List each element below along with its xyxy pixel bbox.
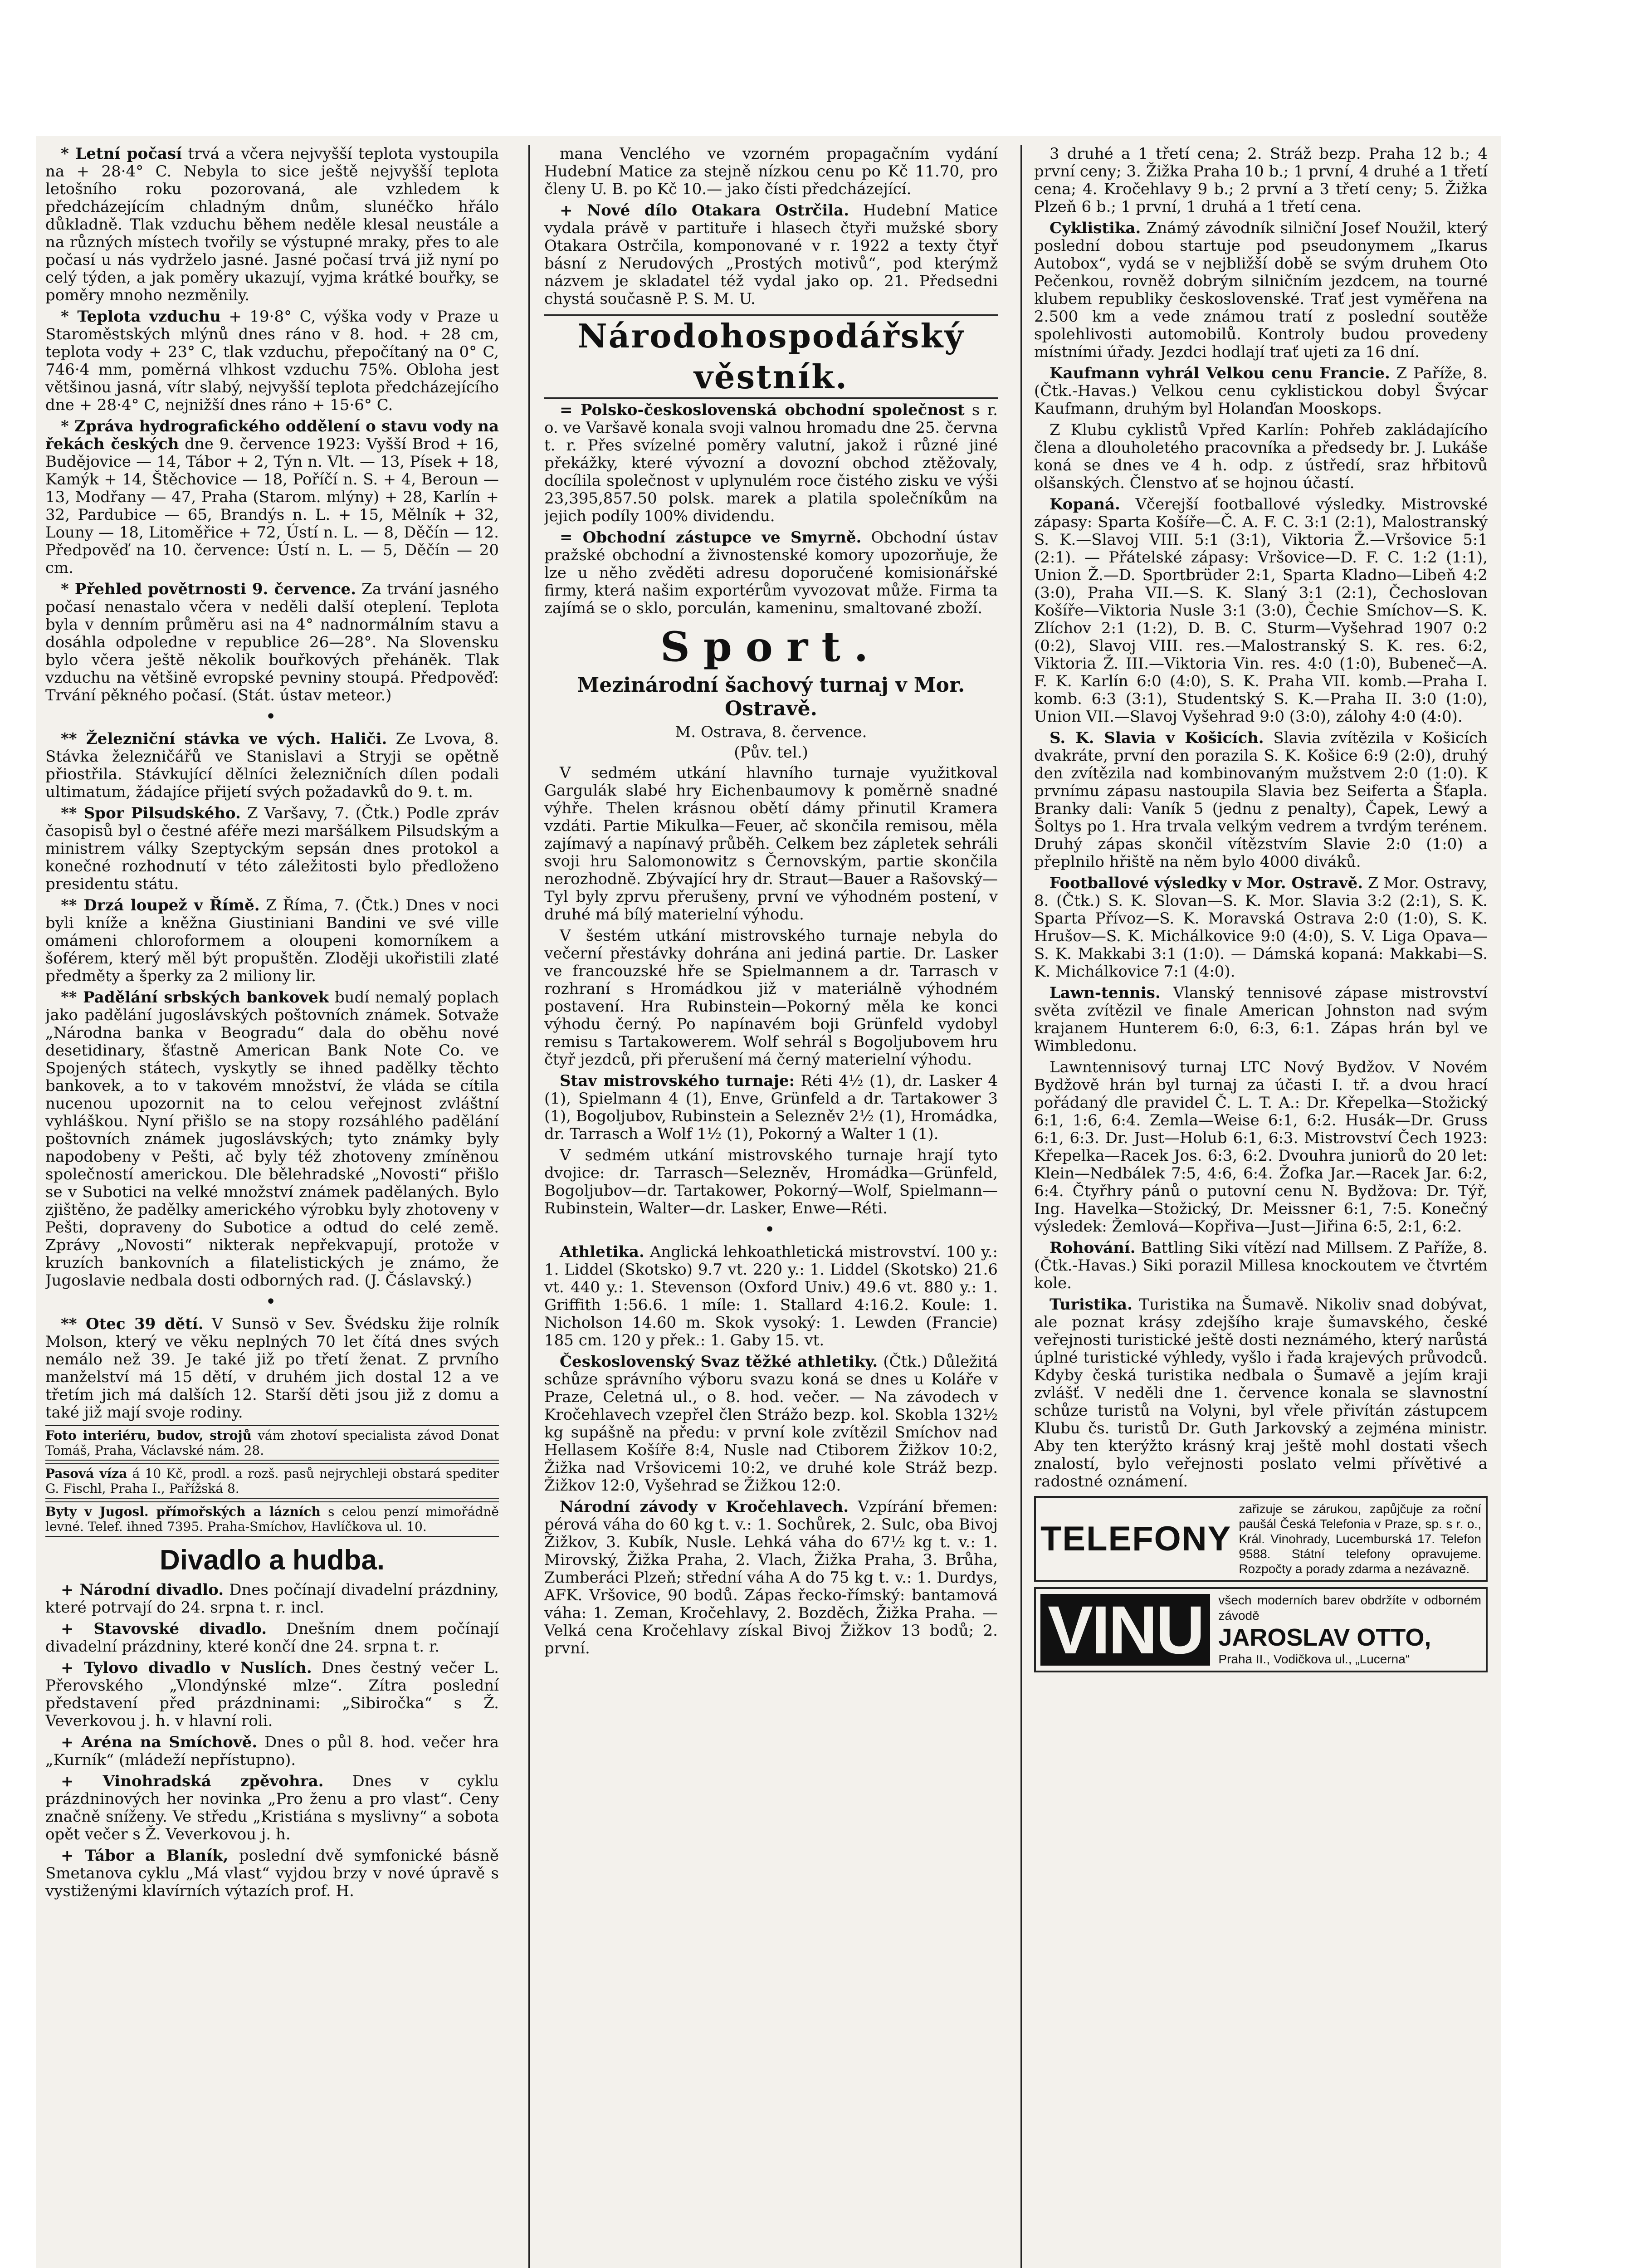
news-item bbox=[45, 581, 499, 704]
column-rule bbox=[1020, 145, 1022, 2268]
sport-item bbox=[1034, 421, 1488, 492]
sport-item-text: Slavia zvítězila v Košicích dvakráte, první den porazila S. K. Košice 6:9 (2:0), druhý den zvítězila nad kombinovaným mužstvem 2:0 (1:0). K prvnímu zápasu nastoupila Slavia bez Seiferta a Šťapla. Branky dali: Vaník 5 (jednu z penalty), Čapek, Lewý a Šoltys po 1. Hra trvala velkým vedrem a tvrdým terénem. Druhý zápas skončil vítězstvím Slavie 2:0 (1:0) a přeplnilo hřiště na něm bylo 4000 diváků. bbox=[1034, 729, 1488, 871]
economy-item-lead: = Polsko-československá obchodní společnost bbox=[560, 401, 965, 419]
athletics-item bbox=[544, 1243, 998, 1349]
chess-dateline: M. Ostrava, 8. července. bbox=[675, 723, 867, 741]
sport-item-text: Z Mor. Ostravy, 8. (Čtk.) S. K. Slovan—S. K. Mor. Slavia 3:2 (2:1), S. K. Sparta Přívoz—S. K. Moravská Ostrava 2:0 (1:0), S. K. Hrušov—S. K. Michálkovice 9:0 (4:0), S. V. Liga Opava—S. K. Makkabi 3:1 (1:0). — Dámská kopaná: Makkabi—S. K. Michálkovice 7:1 (4:0). bbox=[1034, 874, 1488, 981]
classified-ad bbox=[45, 1425, 499, 1461]
section-title-theatre: Divadlo a hudba. bbox=[159, 1545, 385, 1576]
athletics-item-lead: Athletika. bbox=[560, 1243, 644, 1261]
news-item bbox=[45, 730, 499, 801]
theatre-item-text: Dnes počínají divadelní prázdniny, které potrvají do 24. srpna t. r. incl. bbox=[45, 1581, 499, 1617]
news-item bbox=[45, 308, 499, 414]
economy-item-text: Obchodní ústav pražské obchodní a živnostenské komory upozorňuje, že lze u něho zvěděti adresu doporučené komisionářské firmy, která našim exportérům vyvozovat může. Firma ta zajímá se o sklo, porculán, kameninu, smaltované zboží. bbox=[544, 528, 998, 617]
athletics-item-lead: Československý Svaz těžké athletiky. bbox=[560, 1353, 878, 1371]
separator: • bbox=[265, 1291, 279, 1312]
classified-ad bbox=[45, 1501, 499, 1537]
news-item bbox=[45, 145, 499, 304]
news-item-text: Ze Lvova, 8. Stávka železničářů ve Stanislavi a Stryji se opětně přiostřila. Stávkující dělníci železničních dílen podali ultimatum, žádajíce přijetí svých požadavků do 9. t. m. bbox=[45, 730, 499, 801]
theatre-item-lead: + Tábor a Blaník, bbox=[61, 1847, 229, 1865]
economy-item bbox=[544, 401, 998, 525]
sport-item-lead: Lawn-tennis. bbox=[1050, 984, 1161, 1002]
chess-item-text: Réti 4½ (1), dr. Lasker 4 (1), Spielmann 4 (1), Enve, Grünfeld a dr. Tartakower 3 (1), Bogoljubov, Rubinstein a Selezněv 2½ (1), Hromádka, dr. Tarrasch a Wolf 1½ (1), Pokorný a Walter 1 (1). bbox=[544, 1072, 998, 1143]
chess-item bbox=[544, 927, 998, 1069]
classified-ad-title: Foto interiéru, budov, strojů bbox=[45, 1428, 252, 1443]
theatre-item bbox=[45, 1581, 499, 1617]
chess-source: (Pův. tel.) bbox=[734, 743, 808, 762]
column-3 bbox=[1034, 145, 1488, 2268]
ad-paint-line: všech moderních barev obdržíte v odborném závodě bbox=[1218, 1593, 1481, 1623]
classified-ad-text: s celou penzí mimořádně levné. Telef. ihned 7395. Praha-Smíchov, Havlíčkova ul. 10. bbox=[45, 1504, 499, 1534]
newspaper-page bbox=[36, 136, 1501, 2268]
column-1 bbox=[45, 145, 499, 2268]
economy-item-lead: = Obchodní zástupce ve Smyrně. bbox=[560, 528, 862, 547]
theatre-item-text: Dnešním dnem počínají divadelní prázdniny, které končí dne 24. srpna t. r. bbox=[45, 1620, 499, 1656]
theatre-item-text: Dnes o půl 8. hod. večer hra „Kurník“ (mládeží nepřístupno). bbox=[45, 1733, 499, 1769]
news-item bbox=[45, 1315, 499, 1422]
classified-ad bbox=[45, 1463, 499, 1499]
ad-telephones-text: zařizuje se zárukou, zapůjčuje za roční paušál Česká Telefonia v Praze, sp. s r. o., Král. Vinohrady, Lucemburská 17. Telefon 9588. Státní telefony opravujeme. Rozpočty a porady zdarma a nezávazně. bbox=[1239, 1502, 1481, 1576]
music-item-text: Hudební Matice vydala právě v partituře i hlasech čtyři mužské sbory Otakara Ostrčila, komponované v r. 1922 a texty čtyř básní z Nerudových „Prostých motivů“, pod kterýmž názvem je skladatel též vydal jako op. 21. Předsedni chystá současně P. S. M. U. bbox=[544, 201, 998, 308]
chess-item-text: V sedmém utkání mistrovského turnaje hrají tyto dvojice: dr. Tarrasch—Selezněv, Hromádka—Grünfeld, Bogoljubov—dr. Tartakower, Pokorný—Wolf, Spielmann—Rubinstein, Walter—dr. Lasker, Enwe—Réti. bbox=[544, 1146, 998, 1217]
chess-item-text: V šestém utkání mistrovského turnaje nebyla do večerní přestávky dohrána ani jediná partie. Dr. Lasker ve francouzské hře se Spielmannem a dr. Tarrasch v rozhraní s Hromádkou již v materiálně výhodném postavení. Hra Rubinstein—Pokorný měla ke konci výhodu černý. Po napínavém boji Grünfeld vydobyl remisu s Tartakowerem. Wolf sehrál s Bogoljubovem hru čtyř jezdců, při přerušení má černý materielní výhodu. bbox=[544, 927, 998, 1069]
sport-item bbox=[1034, 365, 1488, 418]
classified-ad-text: á 10 Kč, prodl. a rozš. pasů nejrychleji obstará spediter G. Fischl, Praha I., Pařížská 8. bbox=[45, 1466, 499, 1496]
athletics-item-text: Anglická lehkoathletická mistrovství. 100 y.: 1. Liddel (Skotsko) 9.7 vt. 220 y.: 1. Liddel (Skotsko) 21.6 vt. 440 y.: 1. Stevenson (Oxford Univ.) 49.6 vt. 880 y.: 1. Griffith 1:56.6. 1 míle: 1. Stallard 4:16.2. Koule: 1. Nicholson 14.60 m. Skok vysoký: 1. Lewden (Francie) 185 cm. 120 y přek.: 1. Gaby 15. vt. bbox=[544, 1243, 998, 1349]
chess-item-text: V sedmém utkání hlavního turnaje využitkoval Gargulák slabé hry Eichenbaumovy k poměrně snadné výhře. Thelen krásnou obětí dámy přinutil Kramera vzdáti. Partie Mikulka—Feuer, ač skončila remisou, měla zajímavý a napínavý průběh. Celkem bez zápletek sehráli svoji hru Salomonowitz s Černovským, partie skončila nerozhodně. Zbývající hry dr. Straut—Bauer a Rašovský—Tyl byly zprvu přerušeny, první ve výhodném postení, v druhé má bílý materielní výhodu. bbox=[544, 764, 998, 924]
column-rule bbox=[528, 145, 530, 2268]
sport-item-lead: Footballové výsledky v Mor. Ostravě. bbox=[1050, 874, 1363, 892]
news-item-text: Za trvání jasného počasí nenastalo včera v neděli další oteplení. Teplota byla v denním průměru asi na 4° nadnormálním stavu a dosáhla odpoledne v republice 26—28°. Na Slovensku bylo včera ještě několik bouřkových přeháněk. Tlak vzduchu na většině evropské pevniny stoupá. Předpověď: Trvání pěkného počasí. (Stát. ústav meteor.) bbox=[45, 580, 499, 704]
sport-item-text: Turistika na Šumavě. Nikoliv snad dobývat, ale poznat krásy zdejšího kraje šumavského, české veřejnosti turistické ještě dosti neznámého, který narůstá úplné turistické výhledy, vyšlo i řada krajevých průvodců. Kdyby česká turistika nedbala o Šumavě a jejím kraji zvlášť. V neděli dne 1. července konala se slavnostní schůze turistů na Volyni, byl vřele přivítán zástupcem Klubu čs. turistů Dr. Guth Jarkovský a zejména ministr. Aby ten kterýžto krásný kraj ještě mohl dostati všech znalostí, bylo veřejnosti poslato velmi přívětivé a radostné oznámení. bbox=[1034, 1295, 1488, 1491]
sport-item-text: Známý závodník silniční Josef Noužil, který poslední dobou startuje pod pseudonymem „Ikarus Autobox“, vydá se v nejbližší době se svým druhem Oto Pečenkou, rovněž dobrým silničním jezdcem, na tourné klubem republiky československé. Trať jest vyměřena na 2.500 km a vede známou tratí z poslední soutěže spolehlivosti automobilů. Kontroly budou provedeny místními úřady. Jezdci hodlají trať ujeti za 16 dní. bbox=[1034, 219, 1488, 361]
news-item-text: Z Říma, 7. (Čtk.) Dnes v noci byli kníže a kněžna Giustiniani Bandini ve své ville omámeni chloroformem a oloupeni komorníkem a šoférem, který měl být propuštěn. Zloději ukořistili zlaté předměty a šperky za 2 miliony lir. bbox=[45, 896, 499, 985]
column-2 bbox=[544, 145, 998, 2268]
sport-item bbox=[1034, 875, 1488, 981]
news-item-lead: * Zpráva hydrografického oddělení o stavu vody na řekách českých bbox=[45, 417, 499, 453]
separator: • bbox=[265, 706, 279, 727]
theatre-item bbox=[45, 1847, 499, 1900]
music-item bbox=[544, 202, 998, 308]
news-item-lead: ** Drzá loupež v Římě. bbox=[61, 896, 260, 914]
sport-item-text: Lawntennisový turnaj LTC Nový Bydžov. V Novém Bydžově hrán byl turnaj za účasti I. tř. a dvou hrací pořádaný dle pravidel Č. L. T. A.: Dr. Křepelka—Stožický 6:1, 1:6, 6:4. Zemla—Weise 6:1, 6:2. Husák—Dr. Gruss 6:1, 6:3. Dr. Just—Holub 6:1, 6:3. Mistrovství Čech 1923: Křepelka—Racek Jos. 6:3, 6:2. Dvouhra juniorů do 20 let: Klein—Nedbálek 7:5, 4:6, 6:4. Žofka Jar.—Racek Jar. 6:2, 6:4. Čtyřhry pánů o putovní cenu N. Bydžova: Dr. Týř, Ing. Havelka—Stožický, Dr. Meissner 6:1, 7:5. Konečný výsledek: Žemlová—Kopřiva—Just—Jiřina 6:5, 2:1, 6:2. bbox=[1034, 1058, 1488, 1236]
sport-item-text: Battling Siki vítězí nad Millsem. Z Paříže, 8. (Čtk.-Havas.) Siki porazil Millesa knockoutem ve čtvrtém kole. bbox=[1034, 1239, 1488, 1292]
theatre-item-text: Dnes čestný večer L. Přerovského „Vlondýnské mlze“. Zítra poslední představení před prázdninami: „Sibiročka“ s Ž. Veverkovou j. h. v hlavní roli. bbox=[45, 1659, 499, 1730]
music-item bbox=[544, 145, 998, 198]
ad-telephones bbox=[1034, 1496, 1488, 1582]
sport-item-text: Včerejší footballové výsledky. Mistrovské zápasy: Sparta Košíře—Č. A. F. C. 3:1 (2:1), Malostranský S. K.—Slavoj VIII. 5:1 (3:1), Viktoria Ž.—Vršovice 5:1 (2:1). — Přátelské zápasy: Vršovice—D. F. C. 1:2 (1:1), Union Ž.—D. Sportbrüder 2:1, Sparta Kladno—Libeň 4:2 (3:0), Praha VII.—S. K. Slaný 3:1 (2:1), Čechoslovan Košíře—Viktoria Nusle 3:1 (3:0), Čechie Smíchov—S. K. Zlíchov 2:1 (1:2), D. B. C. Sturm—Vyšehrad 1907 0:2 (0:2), Slavoj VIII. res.—Malostranský S. K. res. 6:2, Viktoria Ž. III.—Viktoria Vin. res. 4:0 (1:0), Bubeneč—A. F. K. Karlín 6:0 (4:0), S. K. Praha VII. komb.—Praha I. komb. 6:3 (3:1), Studentský S. K.—Praha II. 3:0 (1:0), Union VII.—Slavoj Vyšehrad 9:0 (3:0), zálohy 4:0 (4:0). bbox=[1034, 495, 1488, 726]
news-item-text: trvá a včera nejvyšší teplota vystoupila na + 28·4° C. Nebyla to sice ještě nejvyšší teplota letošního roku pozorovaná, ale vzhledem k předcházejícím chladným dnům, slunéčko hřálo důkladně. Tlak vzduchu během neděle klesal neustále a na různých místech tvořily se výstupné mraky, přes to ale počasí u nás vydrželo jasné. Jasné počasí trvá již nyní po celý týden, a jak poměry ukazují, vyjma krátké bouřky, se poměry mnoho nezměnily. bbox=[45, 145, 499, 304]
news-item-lead: * Letní počasí bbox=[61, 145, 182, 163]
news-item-lead: ** Otec 39 dětí. bbox=[61, 1315, 204, 1333]
news-item-text: V Sunsö v Sev. Švédsku žije rolník Molson, který ve věku neplných 70 let čítá dnes svých nemálo než 39. Je také již po třetí ženat. Z prvního manželství má 15 dětí, v druhém jich dostal 12 a ve třetím jich má dalších 12. Starší děti jsou již z domu a také již mají svoje rodiny. bbox=[45, 1315, 499, 1422]
athletics-item-text: Vzpírání břemen: pérová váha do 60 kg t. v.: 1. Sochůrek, 2. Sulc, oba Bivoj Žižkov, 3. Kubík, Nusle. Lehká váha do 67½ kg t. v.: 1. Mirovský, Žižka Praha, 2. Vlach, Žižka Praha, 3. Brůha, Zumberáci Plzeň; střední váha A do 75 kg t. v.: 1. Durdys, AFK. Vršovice, 90 bodů. Zápas řecko-římský: bantamová váha: 1. Zeman, Kročehlavy, 2. Bozděch, Žižka Praha. — Velká cena Kročehlavy získal Bivoj Žižkov 13 bodů; 2. první. bbox=[544, 1498, 998, 1657]
theatre-item bbox=[45, 1734, 499, 1769]
theatre-item-lead: + Vinohradská zpěvohra. bbox=[61, 1772, 324, 1790]
news-item bbox=[45, 805, 499, 893]
chess-item bbox=[544, 1072, 998, 1143]
classified-ad-text: vám zhotoví specialista závod Donat Tomáš, Praha, Václavské nám. 28. bbox=[45, 1428, 499, 1458]
news-item-lead: ** Padělání srbských bankovek bbox=[61, 988, 329, 1007]
news-item-lead: * Přehled povětrnosti 9. července. bbox=[61, 580, 356, 598]
theatre-item bbox=[45, 1773, 499, 1843]
classified-ad-title: Pasová víza bbox=[45, 1466, 127, 1481]
news-item-lead: ** Spor Pilsudského. bbox=[61, 804, 241, 822]
sport-item bbox=[1034, 145, 1488, 216]
theatre-item-lead: + Tylovo divadlo v Nuslích. bbox=[61, 1659, 312, 1677]
theatre-item-lead: + Aréna na Smíchově. bbox=[61, 1733, 258, 1751]
news-item-text: dne 9. července 1923: Vyšší Brod + 16, Budějovice — 14, Tábor + 2, Týn n. Vlt. — 13, Písek + 18, Kamýk + 14, Štěchovice — 18, Poříčí n. S. + 4, Beroun — 13, Modřany — 47, Praha (Starom. mlýny) + 28, Karlín + 32, Pardubice — 65, Brandýs n. L. + 15, Mělník + 32, Louny — 18, Litoměřice + 72, Ústí n. L. — 8, Děčín — 12. Předpověď na 10. července: Ústí n. L. — 5, Děčín — 20 cm. bbox=[45, 435, 499, 577]
sport-item-lead: Kopaná. bbox=[1050, 495, 1120, 513]
news-item-text: Z Varšavy, 7. (Čtk.) Podle zpráv časopisů byl o čestné aféře mezi maršálkem Pilsudským a ministrem války Szeptyckým sepsán dnes protokol a konečné rozhodnutí v této záležitosti bylo předloženo presidentu státu. bbox=[45, 804, 499, 893]
sport-item bbox=[1034, 220, 1488, 361]
athletics-item-text: (Čtk.) Důležitá schůze správního výboru svazu koná se dnes u Koláře v Praze, Celetná ul., o 8. hod. večer. — Na závodech v Kročehlavech vzepřel člen Strážo bezp. kol. Skobla 132½ kg supášně na předu: v první kole zvítězil Smíchov nad Hellasem Košíře 8:4, Nusle nad Ctiborem Žižkov 10:2, Žižka nad Vršovicemi 10:2, ve druhé kole Stráž bezp. Žižkov 12:0, Vyšehrad se Žižkou 12:0. bbox=[544, 1353, 998, 1495]
sport-item-lead: Turistika. bbox=[1050, 1295, 1133, 1314]
sport-item-lead: S. K. Slavia v Košicích. bbox=[1050, 729, 1264, 747]
sport-item-lead: Cyklistika. bbox=[1050, 219, 1141, 237]
news-item-lead: ** Železniční stávka ve vých. Haliči. bbox=[61, 730, 387, 748]
theatre-item-text: Dnes v cyklu prázdninových her novinka „Pro ženu a pro vlast“. Ceny značně sníženy. Ve středu „Kristiána s myslivny“ a sobota opět večer s Ž. Veverkovou j. h. bbox=[45, 1772, 499, 1843]
chess-item bbox=[544, 764, 998, 924]
sport-item bbox=[1034, 1059, 1488, 1236]
ad-paint-title: VINU bbox=[1040, 1594, 1210, 1666]
athletics-item bbox=[544, 1498, 998, 1657]
news-item bbox=[45, 897, 499, 985]
sport-item-lead: Rohování. bbox=[1050, 1239, 1136, 1257]
classified-ad-title: Byty v Jugosl. přímořských a lázních bbox=[45, 1504, 321, 1519]
news-item bbox=[45, 418, 499, 577]
sport-item bbox=[1034, 729, 1488, 871]
economy-item-text: s r. o. ve Varšavě konala svoji valnou hromadu dne 25. června t. r. Přes svízelné poměry valutní, jakož i různé jiné překážky, které vývozní a dovozní obchod ztěžovaly, docílila společnost v uplynulém roce čistého zisku ve výši 23,395,857.50 polsk. marek a platila společníkům na jejich podíly 100% dividendu. bbox=[544, 401, 998, 525]
chess-item bbox=[544, 1147, 998, 1217]
athletics-item bbox=[544, 1353, 998, 1495]
theatre-item-text: poslední dvě symfonické básně Smetanova cyklu „Má vlast“ vyjdou brzy v nové úpravě s vystiženými klavírních výtazích prof. H. bbox=[45, 1847, 499, 1900]
sport-item bbox=[1034, 984, 1488, 1055]
ad-paint-name: JAROSLAV OTTO, bbox=[1218, 1624, 1431, 1651]
news-item-lead: * Teplota vzduchu bbox=[61, 308, 221, 326]
ad-paint-shop bbox=[1034, 1587, 1488, 1672]
music-item-text: mana Venclého ve vzorném propagačním vydání Hudební Matice za stejně nízkou cenu po Kč 11.70, pro členy U. B. po Kč 10.— jako čísti předcházející. bbox=[544, 145, 998, 198]
sport-item bbox=[1034, 496, 1488, 726]
section-title-sport: Sport. bbox=[660, 623, 882, 671]
sport-item bbox=[1034, 1296, 1488, 1491]
ad-paint-address: Praha II., Vodičkova ul., „Lucerna“ bbox=[1218, 1652, 1410, 1666]
theatre-item bbox=[45, 1659, 499, 1730]
theatre-item-lead: + Národní divadlo. bbox=[61, 1581, 224, 1599]
theatre-item-lead: + Stavovské divadlo. bbox=[61, 1620, 267, 1638]
sport-item-lead: Kaufmann vyhrál Velkou cenu Francie. bbox=[1050, 364, 1390, 382]
section-title-economy: Národohospodářský věstník. bbox=[544, 314, 998, 399]
sport-item-text: Vlanský tennisové zápase mistrovství světa zvítězil ve finale American Johnston nad svým krajanem Hunterem 6:0, 6:3, 6:1. Zápas hrán byl ve Wimbledonu. bbox=[1034, 984, 1488, 1055]
sport-item bbox=[1034, 1239, 1488, 1292]
theatre-item bbox=[45, 1620, 499, 1656]
athletics-item-lead: Národní závody v Kročehlavech. bbox=[560, 1498, 849, 1516]
economy-item bbox=[544, 529, 998, 617]
news-item-text: + 19·8° C, výška vody v Praze u Staroměstských mlýnů dnes ráno v 8. hod. + 28 cm, teplota vody + 23° C, tlak vzduchu, přepočítaný na 0° C, 746·4 mm, poměrná vlhkost vzduchu 75%. Obloha jest většinou jasná, vítr slabý, nejvyšší teplota předcházejícího dne + 28·4° C, nejnižší dnes ráno + 15·6° C. bbox=[45, 308, 499, 414]
separator: • bbox=[764, 1219, 778, 1240]
sport-item-text: Z Paříže, 8. (Čtk.-Havas.) Velkou cenu cyklistickou dobyl Švýcar Kaufmann, druhým byl Holanďan Mooskops. bbox=[1034, 364, 1488, 418]
sport-item-text: Z Klubu cyklistů Vpřed Karlín: Pohřeb zakládajícího člena a dlouholetého pracovníka a předsedy br. J. Lukáše koná se dnes ve 4 h. odp. z ústředí, sraz hřbitovů olšanských. Členstvo ať se hojnou účastí. bbox=[1034, 421, 1488, 492]
ad-telephones-title: TELEFONY bbox=[1040, 1519, 1232, 1558]
chess-item-lead: Stav mistrovského turnaje: bbox=[560, 1072, 795, 1090]
chess-headline: Mezinárodní šachový turnaj v Mor. Ostravě. bbox=[577, 674, 965, 720]
sport-item-text: 3 druhé a 1 třetí cena; 2. Stráž bezp. Praha 12 b.; 4 první ceny; 3. Žižka Praha 10 b.; 1 první, 4 druhé a 1 třetí cena; 4. Kročehlavy 9 b.; 2 první a 3 třetí ceny; 5. Žižka Plzeň 6 b.; 1 první, 1 druhá a 1 třetí cena. bbox=[1034, 145, 1488, 216]
music-item-lead: + Nové dílo Otakara Ostrčila. bbox=[560, 201, 849, 220]
news-item bbox=[45, 989, 499, 1290]
news-item-text: budí nemalý poplach jako padělání jugoslávských poštovních známek. Sotvaže „Národna banka v Beogradu“ dala do oběhu nové desetidinary, šťastně American Bank Note Co. ve Spojených státech, vyskytly se ihned padělky těchto bankovek, a to v takovém množství, že vláda se cítila nucenou upozornit na to celou veřejnost zvláštní vyhláškou. Nyní přišlo se na stopy rozsáhlého padělání poštovních známek jugoslávských; tyto známky byly napodobeny v Pešti, ač byly též zhotoveny zmíněnou společností americkou. Dle bělehradské „Novosti“ přišlo se v Subotici na velké množství známek padělaných. Bylo zjištěno, že padělky amerického výrobku byly zhotoveny v Pešti, dopraveny do Subotice a odtud do celé země. Zprávy „Novosti“ nikterak nepřekvapují, protože v kruzích bankovních a filatelistických je známo, že Jugoslavie nedbala dosti odborných rad. (J. Čáslavský.) bbox=[45, 988, 499, 1290]
